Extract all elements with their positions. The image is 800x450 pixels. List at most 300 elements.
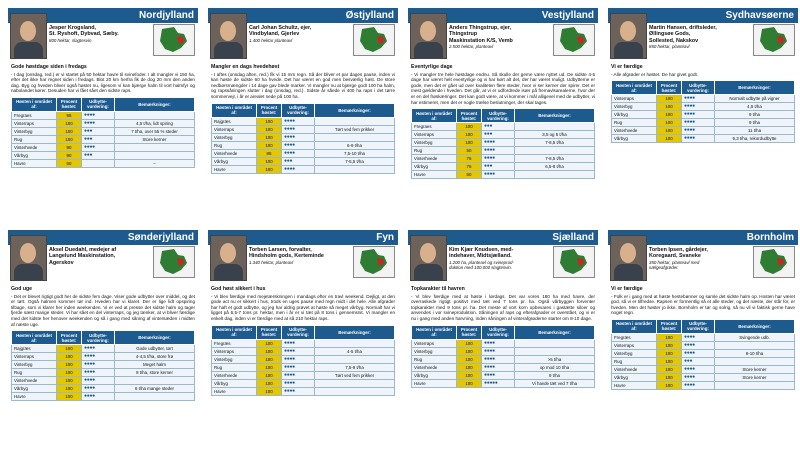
article-subtitle: Eventyrlige dage bbox=[411, 64, 453, 70]
percent-cell: 100 bbox=[57, 385, 82, 393]
article-subtitle: God uge bbox=[11, 286, 33, 292]
rating-dots: ●●● bbox=[82, 135, 115, 143]
table-header-cell: Bemærkninger: bbox=[515, 109, 595, 123]
remarks-cell: >5 t/ha bbox=[515, 355, 595, 363]
rating-dots: ●●●● bbox=[82, 111, 115, 119]
remarks-cell: Svingende udb. bbox=[715, 333, 795, 341]
region-map bbox=[553, 24, 595, 56]
table-row bbox=[412, 155, 595, 163]
rating-dots: ●●●● bbox=[682, 349, 715, 357]
person-info bbox=[49, 247, 149, 266]
region-card bbox=[608, 8, 798, 223]
table-header-row bbox=[12, 331, 195, 345]
table-row bbox=[612, 341, 795, 349]
percent-cell: 100 bbox=[257, 371, 282, 379]
rating-dots: ●●●● bbox=[482, 155, 515, 163]
crop-cell: Vinterbyg bbox=[612, 349, 657, 357]
portrait-face bbox=[620, 243, 636, 263]
region-card bbox=[408, 230, 598, 445]
table-row bbox=[412, 339, 595, 347]
crop-cell: Rug bbox=[612, 119, 657, 127]
table-header-cell: Udbytte-vurdering: bbox=[82, 331, 115, 345]
table-row bbox=[12, 369, 195, 377]
table-row bbox=[12, 135, 195, 143]
crop-cell: Vinterbyg bbox=[212, 355, 257, 363]
farm-area: 800 hektar, slagtesvin bbox=[49, 37, 92, 43]
percent-cell: 100 bbox=[657, 135, 682, 143]
table-header-cell: Bemærkninger: bbox=[315, 325, 395, 339]
table-header-row bbox=[412, 325, 595, 339]
percent-cell: 100 bbox=[457, 363, 482, 371]
portrait-photo bbox=[410, 13, 447, 59]
remarks-cell: 7,5-10 t/ha bbox=[315, 149, 395, 157]
remarks-cell: – bbox=[115, 159, 195, 167]
remarks-cell: Store kerner bbox=[715, 365, 795, 373]
table-header-row bbox=[212, 325, 395, 339]
percent-cell: 100 bbox=[657, 373, 682, 381]
rating-dots: ●●●● bbox=[682, 103, 715, 111]
crop-cell: Vårbyg bbox=[212, 379, 257, 387]
rating-dots: ●●●● bbox=[282, 133, 315, 141]
rating-dots: ●●● bbox=[482, 131, 515, 139]
table-row bbox=[412, 147, 595, 155]
rating-dots: ●●●● bbox=[682, 119, 715, 127]
rating-dots: ●●●● bbox=[682, 341, 715, 349]
crop-cell: Vinterbyg bbox=[12, 361, 57, 369]
harvest-table bbox=[11, 330, 195, 401]
percent-cell: 100 bbox=[257, 387, 282, 395]
crop-cell: Rug bbox=[412, 147, 457, 155]
remarks-cell: Vi havde tæt ved 7 t/ha bbox=[515, 379, 595, 387]
remarks-cell bbox=[115, 111, 195, 119]
region-card bbox=[208, 230, 398, 445]
rating-dots: ●●●● bbox=[482, 339, 515, 347]
table-header-cell: Bemærkninger: bbox=[715, 319, 795, 333]
table-row bbox=[12, 151, 195, 159]
rating-dots: ●●● bbox=[682, 357, 715, 365]
percent-cell: 75 bbox=[457, 163, 482, 171]
percent-cell: 50 bbox=[457, 147, 482, 155]
table-row bbox=[212, 165, 395, 173]
region-card bbox=[408, 8, 598, 223]
percent-cell: 90 bbox=[57, 143, 82, 151]
portrait-face bbox=[220, 243, 236, 263]
crop-cell: Vinterraps bbox=[612, 95, 657, 103]
table-header-row bbox=[612, 81, 795, 95]
percent-cell: 100 bbox=[57, 135, 82, 143]
rating-dots: ●●●● bbox=[282, 141, 315, 149]
percent-cell: 100 bbox=[657, 95, 682, 103]
percent-cell: 50 bbox=[57, 159, 82, 167]
rating-dots: ●●●● bbox=[282, 379, 315, 387]
remarks-cell: Store kerner bbox=[115, 135, 195, 143]
percent-cell: 50 bbox=[457, 171, 482, 179]
portrait-shirt bbox=[614, 264, 643, 280]
person-block bbox=[608, 23, 798, 63]
region-map bbox=[353, 246, 395, 278]
harvest-table bbox=[211, 325, 395, 396]
table-header-cell: Høsten i området af: bbox=[612, 81, 657, 95]
table-row bbox=[412, 131, 595, 139]
rating-dots: ●●●● bbox=[82, 345, 115, 353]
percent-cell: 100 bbox=[257, 125, 282, 133]
table-row bbox=[612, 111, 795, 119]
article-text: - Vi blev færdige med mejetærskningen i mandags efter en travl weekend. Dejligt, at den gode act nu er sikkert i hus, trods en uges pause med regn midt i det hele. Alle afgrøder har haft et godt udbytte, og jeg har aldrig prøvet at høste så meget vårbyg. Normalt har vi ligget på 6,5-7 tons pr. hektar, men i år er vi tæt på 8 tons i gennemsnit. Vi mangler en enkelt dag, inden vi er færdige med at så 210 hektar raps. bbox=[211, 293, 395, 321]
table-header-row bbox=[212, 103, 395, 117]
percent-cell: 100 bbox=[657, 381, 682, 389]
remarks-cell bbox=[515, 123, 595, 131]
crop-cell: Vårbyg bbox=[12, 385, 57, 393]
table-row bbox=[612, 103, 795, 111]
table-header-cell: Udbytte-vurdering: bbox=[282, 325, 315, 339]
table-row bbox=[212, 149, 395, 157]
rating-dots: ●●● bbox=[82, 151, 115, 159]
harvest-table bbox=[211, 103, 395, 174]
person-block bbox=[208, 23, 398, 63]
article-text: - I aftes (onsdag aften, red.) fik vi 15 mm regn. Så der bliver et par dages pause, inden vi kan høste de sidste 60 ha hvede. Det har været en god men besværlig høst. De store nedbørsmængder i 14 dage gav blede marker. Vi mangler nu at bjærge godt 100 ha halm, og rapssåningen slutter i dag (onsdag, red.). Sidste år såede vi 400 ha raps i det tørre sommervejr, i år er arealet nede på 100 ha. bbox=[211, 71, 395, 99]
rating-dots: ●●●● bbox=[682, 365, 715, 373]
percent-cell: 100 bbox=[657, 341, 682, 349]
percent-cell: 100 bbox=[457, 339, 482, 347]
crop-cell: Vinterhvede bbox=[212, 149, 257, 157]
harvest-table bbox=[611, 319, 795, 390]
person-block bbox=[8, 23, 198, 63]
crop-cell: Rajgræs bbox=[212, 117, 257, 125]
percent-cell: 100 bbox=[657, 103, 682, 111]
remarks-cell bbox=[315, 133, 395, 141]
table-header-cell: Bemærkninger: bbox=[715, 81, 795, 95]
person-info bbox=[249, 25, 349, 43]
remarks-cell: 7-5,5 t/ha bbox=[315, 157, 395, 165]
percent-cell: 100 bbox=[257, 117, 282, 125]
crop-cell: Vinterraps bbox=[412, 131, 457, 139]
remarks-cell: 7-8,5 t/ha bbox=[515, 139, 595, 147]
percent-cell: 100 bbox=[457, 347, 482, 355]
region-name: Sønderjylland bbox=[127, 232, 194, 243]
remarks-cell: 9 t/ha bbox=[715, 111, 795, 119]
rating-dots: ●●●● bbox=[282, 165, 315, 173]
person-name: Aksel Duedahl, medejer af Langelund Maskinstation, Agerskov bbox=[49, 247, 117, 266]
harvest-table bbox=[411, 108, 595, 179]
portrait-face bbox=[20, 243, 36, 263]
remarks-cell: Store kerner bbox=[715, 373, 795, 381]
rating-dots: ●●●● bbox=[82, 353, 115, 361]
portrait-face bbox=[620, 21, 636, 41]
rating-dots: ●●●● bbox=[282, 355, 315, 363]
remarks-cell: Normalt udbytte på vigner bbox=[715, 95, 795, 103]
percent-cell: 100 bbox=[457, 355, 482, 363]
article-subtitle: Vi er færdige bbox=[611, 286, 643, 292]
person-info bbox=[249, 247, 349, 265]
crop-cell: Rug bbox=[612, 357, 657, 365]
table-header-cell: Udbytte-vurdering: bbox=[682, 81, 715, 95]
remarks-cell: 9 t/ha bbox=[715, 119, 795, 127]
crop-cell: Fregraes bbox=[12, 111, 57, 119]
farm-area: 850 hektar, planteavl bbox=[649, 44, 690, 50]
person-block bbox=[208, 245, 398, 285]
remarks-cell bbox=[315, 339, 395, 347]
rating-dots: ●●●● bbox=[82, 369, 115, 377]
percent-cell: 95 bbox=[57, 111, 82, 119]
table-header-cell: Procent høstet: bbox=[257, 325, 282, 339]
remarks-cell bbox=[115, 393, 195, 401]
percent-cell: 100 bbox=[257, 363, 282, 371]
crop-cell: Vårbyg bbox=[612, 373, 657, 381]
percent-cell: 100 bbox=[57, 119, 82, 127]
table-header-row bbox=[412, 109, 595, 123]
rating-dots: ●●●● bbox=[82, 377, 115, 385]
portrait-shirt bbox=[414, 264, 443, 280]
percent-cell: 100 bbox=[57, 127, 82, 135]
region-name: Østjylland bbox=[345, 10, 394, 21]
crop-cell: Vinterhvede bbox=[12, 377, 57, 385]
crop-cell: Rug bbox=[212, 363, 257, 371]
crop-cell: Vinterbyg bbox=[12, 127, 57, 135]
table-header-row bbox=[612, 319, 795, 333]
rating-dots: ●●●● bbox=[482, 147, 515, 155]
person-block bbox=[8, 245, 198, 285]
article-subtitle: Gode høstdage siden i fredags bbox=[11, 64, 87, 70]
article-body bbox=[408, 287, 598, 322]
table-header-cell: Høsten i området af: bbox=[212, 103, 257, 117]
table-header-cell: Udbytte-vurdering: bbox=[682, 319, 715, 333]
crop-cell: Vårbyg bbox=[12, 151, 57, 159]
portrait-photo bbox=[410, 235, 447, 281]
table-row bbox=[412, 123, 595, 131]
article-subtitle: Topkarakter til havren bbox=[411, 286, 465, 292]
table-header-cell: Procent høstet: bbox=[257, 103, 282, 117]
rating-dots: ●●●● bbox=[282, 347, 315, 355]
rating-dots: ●●●● bbox=[482, 355, 515, 363]
crop-cell: Vårbyg bbox=[212, 157, 257, 165]
table-row bbox=[612, 95, 795, 103]
crop-cell: Havre bbox=[12, 159, 57, 167]
remarks-cell: 6,5-8 t/ha bbox=[515, 163, 595, 171]
table-row bbox=[612, 381, 795, 389]
table-header-cell: Høsten i området af: bbox=[412, 325, 457, 339]
crop-cell: Vinterhvede bbox=[612, 365, 657, 373]
farm-area: 1.200 ha, planteavl og svineprod- duktion med 100.000 slagtesvin. bbox=[449, 259, 514, 271]
table-row bbox=[212, 355, 395, 363]
rating-dots: ●●●● bbox=[682, 333, 715, 341]
portrait-shirt bbox=[214, 42, 243, 58]
rating-dots: ●●●● bbox=[82, 385, 115, 393]
crop-cell: Vårbyg bbox=[412, 163, 457, 171]
table-row bbox=[12, 159, 195, 167]
percent-cell: 100 bbox=[457, 379, 482, 387]
remarks-cell: 4-4,5 t/ha, store frø bbox=[115, 353, 195, 361]
crop-cell: Fregræs bbox=[612, 333, 657, 341]
person-name: Torben Larsen, forvalter, Hindsholm gods, Kerteminde bbox=[249, 247, 324, 260]
rating-dots: ●●●● bbox=[482, 347, 515, 355]
rating-dots: ●●●●● bbox=[482, 379, 515, 387]
portrait-shirt bbox=[414, 42, 443, 58]
remarks-cell: 9 t/ha bbox=[515, 371, 595, 379]
crop-cell: Vårbyg bbox=[612, 135, 657, 143]
crop-cell: Vinterraps bbox=[212, 125, 257, 133]
rating-dots: ●●●● bbox=[682, 373, 715, 381]
table-row bbox=[212, 133, 395, 141]
crop-cell: Rug bbox=[412, 355, 457, 363]
percent-cell: 100 bbox=[257, 347, 282, 355]
remarks-cell: 11 t/ha bbox=[715, 127, 795, 135]
table-header-cell: Procent høstet: bbox=[57, 331, 82, 345]
percent-cell: 90 bbox=[57, 151, 82, 159]
person-name: Kim Kjær Knudsen, med- indehaver, Midtsjælland. bbox=[449, 247, 514, 260]
portrait-shirt bbox=[14, 264, 43, 280]
person-name: Carl Johan Schultz, ejer, Vindbyland, Gjerlev bbox=[249, 25, 312, 38]
crop-cell: Rajgræs bbox=[12, 345, 57, 353]
region-map bbox=[153, 24, 195, 56]
remarks-cell: Tørt ved fem prikker bbox=[315, 125, 395, 133]
rating-dots: ●●●● bbox=[282, 125, 315, 133]
region-card bbox=[8, 230, 198, 445]
crop-cell: Vinterhvede bbox=[612, 127, 657, 135]
table-row bbox=[612, 373, 795, 381]
crop-cell: Vinterbyg bbox=[412, 139, 457, 147]
table-row bbox=[212, 363, 395, 371]
article-body bbox=[408, 65, 598, 105]
percent-cell: 100 bbox=[657, 333, 682, 341]
crop-cell: Havre bbox=[412, 171, 457, 179]
table-header-cell: Udbytte-vurdering: bbox=[282, 103, 315, 117]
crop-cell: Fregraes bbox=[412, 123, 457, 131]
region-card bbox=[608, 230, 798, 445]
article-text: - Vi mangler tre hele høstdage endnu. Så skulle der gerne være nyttet ud. De sidste 4-5 dage har været helt eventyrlige og vi har kørt alt det, der har været muligt. Udbytterne er gode, men det er gået ud over kvaliteten flere steder, hvor vi ser kerner der spirer. Det er mest gældende i hveden. Det går, at vi er udfordrede især på fremavlsarealerne, hvor der er en del frøskæringer. Det kan godt være, at vi kommer i mål alligevel med de udbytter, vi har estimeret, men det er nogle trælse beslutninger, der skal tages. bbox=[411, 71, 595, 105]
article-body bbox=[208, 65, 398, 100]
percent-cell: 100 bbox=[657, 357, 682, 365]
region-name: Bornholm bbox=[746, 232, 794, 243]
percent-cell: 100 bbox=[657, 111, 682, 119]
portrait-shirt bbox=[614, 42, 643, 58]
crop-cell: Vinterraps bbox=[12, 353, 57, 361]
table-row bbox=[612, 127, 795, 135]
percent-cell: 100 bbox=[257, 133, 282, 141]
table-row bbox=[12, 361, 195, 369]
remarks-cell bbox=[515, 147, 595, 155]
rating-dots: ●●● bbox=[282, 157, 315, 165]
region-name: Nordjylland bbox=[138, 10, 194, 21]
table-row bbox=[212, 387, 395, 395]
crop-cell: Havre bbox=[612, 381, 657, 389]
rating-dots: ●●●● bbox=[682, 95, 715, 103]
crop-cell: Vinterraps bbox=[212, 347, 257, 355]
table-row bbox=[612, 349, 795, 357]
remarks-cell: 9,3 t/ha, rekordudbytte bbox=[715, 135, 795, 143]
percent-cell: 100 bbox=[457, 123, 482, 131]
table-row bbox=[412, 347, 595, 355]
person-info bbox=[449, 247, 549, 271]
table-row bbox=[412, 363, 595, 371]
remarks-cell bbox=[515, 347, 595, 355]
remarks-cell: 8-10 t/ha bbox=[715, 349, 795, 357]
person-info bbox=[649, 25, 749, 50]
crop-cell: Rug bbox=[12, 369, 57, 377]
rating-dots: ●●●● bbox=[482, 363, 515, 371]
portrait-shirt bbox=[214, 264, 243, 280]
region-name: Sjælland bbox=[552, 232, 594, 243]
region-map bbox=[753, 246, 795, 278]
remarks-cell: 7 t/ha, over 55 % steder bbox=[115, 127, 195, 135]
portrait-photo bbox=[610, 13, 647, 59]
remarks-cell bbox=[715, 341, 795, 349]
rating-dots: ●●●● bbox=[282, 387, 315, 395]
person-block bbox=[408, 23, 598, 63]
person-block bbox=[408, 245, 598, 285]
table-row bbox=[212, 157, 395, 165]
percent-cell: 100 bbox=[457, 131, 482, 139]
table-header-cell: Procent høstet: bbox=[657, 81, 682, 95]
portrait-photo bbox=[210, 235, 247, 281]
person-info bbox=[649, 247, 749, 271]
remarks-cell: Gode udbytter, tørt bbox=[115, 345, 195, 353]
table-header-cell: Procent høstet: bbox=[457, 325, 482, 339]
portrait-face bbox=[20, 21, 36, 41]
table-row bbox=[412, 139, 595, 147]
remarks-cell bbox=[115, 143, 195, 151]
crop-cell: Vinterbyg bbox=[612, 103, 657, 111]
table-header-cell: Bemærkninger: bbox=[315, 103, 395, 117]
percent-cell: 100 bbox=[257, 165, 282, 173]
crop-cell: Vinterbyg bbox=[212, 133, 257, 141]
rating-dots: ●●●● bbox=[282, 339, 315, 347]
percent-cell: 100 bbox=[257, 157, 282, 165]
table-row bbox=[412, 379, 595, 387]
table-header-cell: Udbytte-vurdering: bbox=[482, 109, 515, 123]
harvest-table bbox=[11, 97, 195, 168]
crop-cell: Vårbyg bbox=[612, 111, 657, 119]
rating-dots bbox=[82, 159, 115, 167]
article-text: - Alle afgrøder er høstet. De har givet godt. bbox=[611, 71, 699, 77]
remarks-cell: 4,5 t/ha, lidt spiring bbox=[115, 119, 195, 127]
remarks-cell bbox=[515, 171, 595, 179]
remarks-cell bbox=[715, 381, 795, 389]
table-row bbox=[612, 357, 795, 365]
table-row bbox=[12, 393, 195, 401]
table-row bbox=[12, 377, 195, 385]
crop-cell: Vinterraps bbox=[612, 341, 657, 349]
portrait-face bbox=[420, 243, 436, 263]
remarks-cell bbox=[315, 165, 395, 173]
percent-cell: 100 bbox=[57, 377, 82, 385]
crop-cell: Havre bbox=[212, 165, 257, 173]
table-row bbox=[212, 379, 395, 387]
table-header-cell: Procent høstet: bbox=[657, 319, 682, 333]
crop-cell: Havre bbox=[412, 379, 457, 387]
percent-cell: 100 bbox=[57, 369, 82, 377]
table-row bbox=[612, 135, 795, 143]
rating-dots: ●●● bbox=[82, 127, 115, 135]
percent-cell: 100 bbox=[257, 339, 282, 347]
crop-cell: Vinterraps bbox=[12, 119, 57, 127]
remarks-cell bbox=[315, 355, 395, 363]
crop-cell: Havre bbox=[212, 387, 257, 395]
remarks-cell: 3,5 og 5 t/ha bbox=[515, 131, 595, 139]
portrait-photo bbox=[10, 235, 47, 281]
rating-dots: ●●●● bbox=[482, 371, 515, 379]
remarks-cell: 6 t/ha mange steder bbox=[115, 385, 195, 393]
table-row bbox=[612, 119, 795, 127]
article-body bbox=[608, 65, 798, 77]
rating-dots: ●●●● bbox=[682, 135, 715, 143]
remarks-cell bbox=[315, 387, 395, 395]
crop-cell: Vinterraps bbox=[412, 339, 457, 347]
article-body bbox=[208, 287, 398, 322]
remarks-cell: 7,5-9 t/ha bbox=[315, 363, 395, 371]
person-name: Torben Ipsen, gårdejer, Koregaard, Svaneke bbox=[649, 247, 708, 260]
remarks-cell bbox=[515, 339, 595, 347]
table-header-row bbox=[12, 97, 195, 111]
